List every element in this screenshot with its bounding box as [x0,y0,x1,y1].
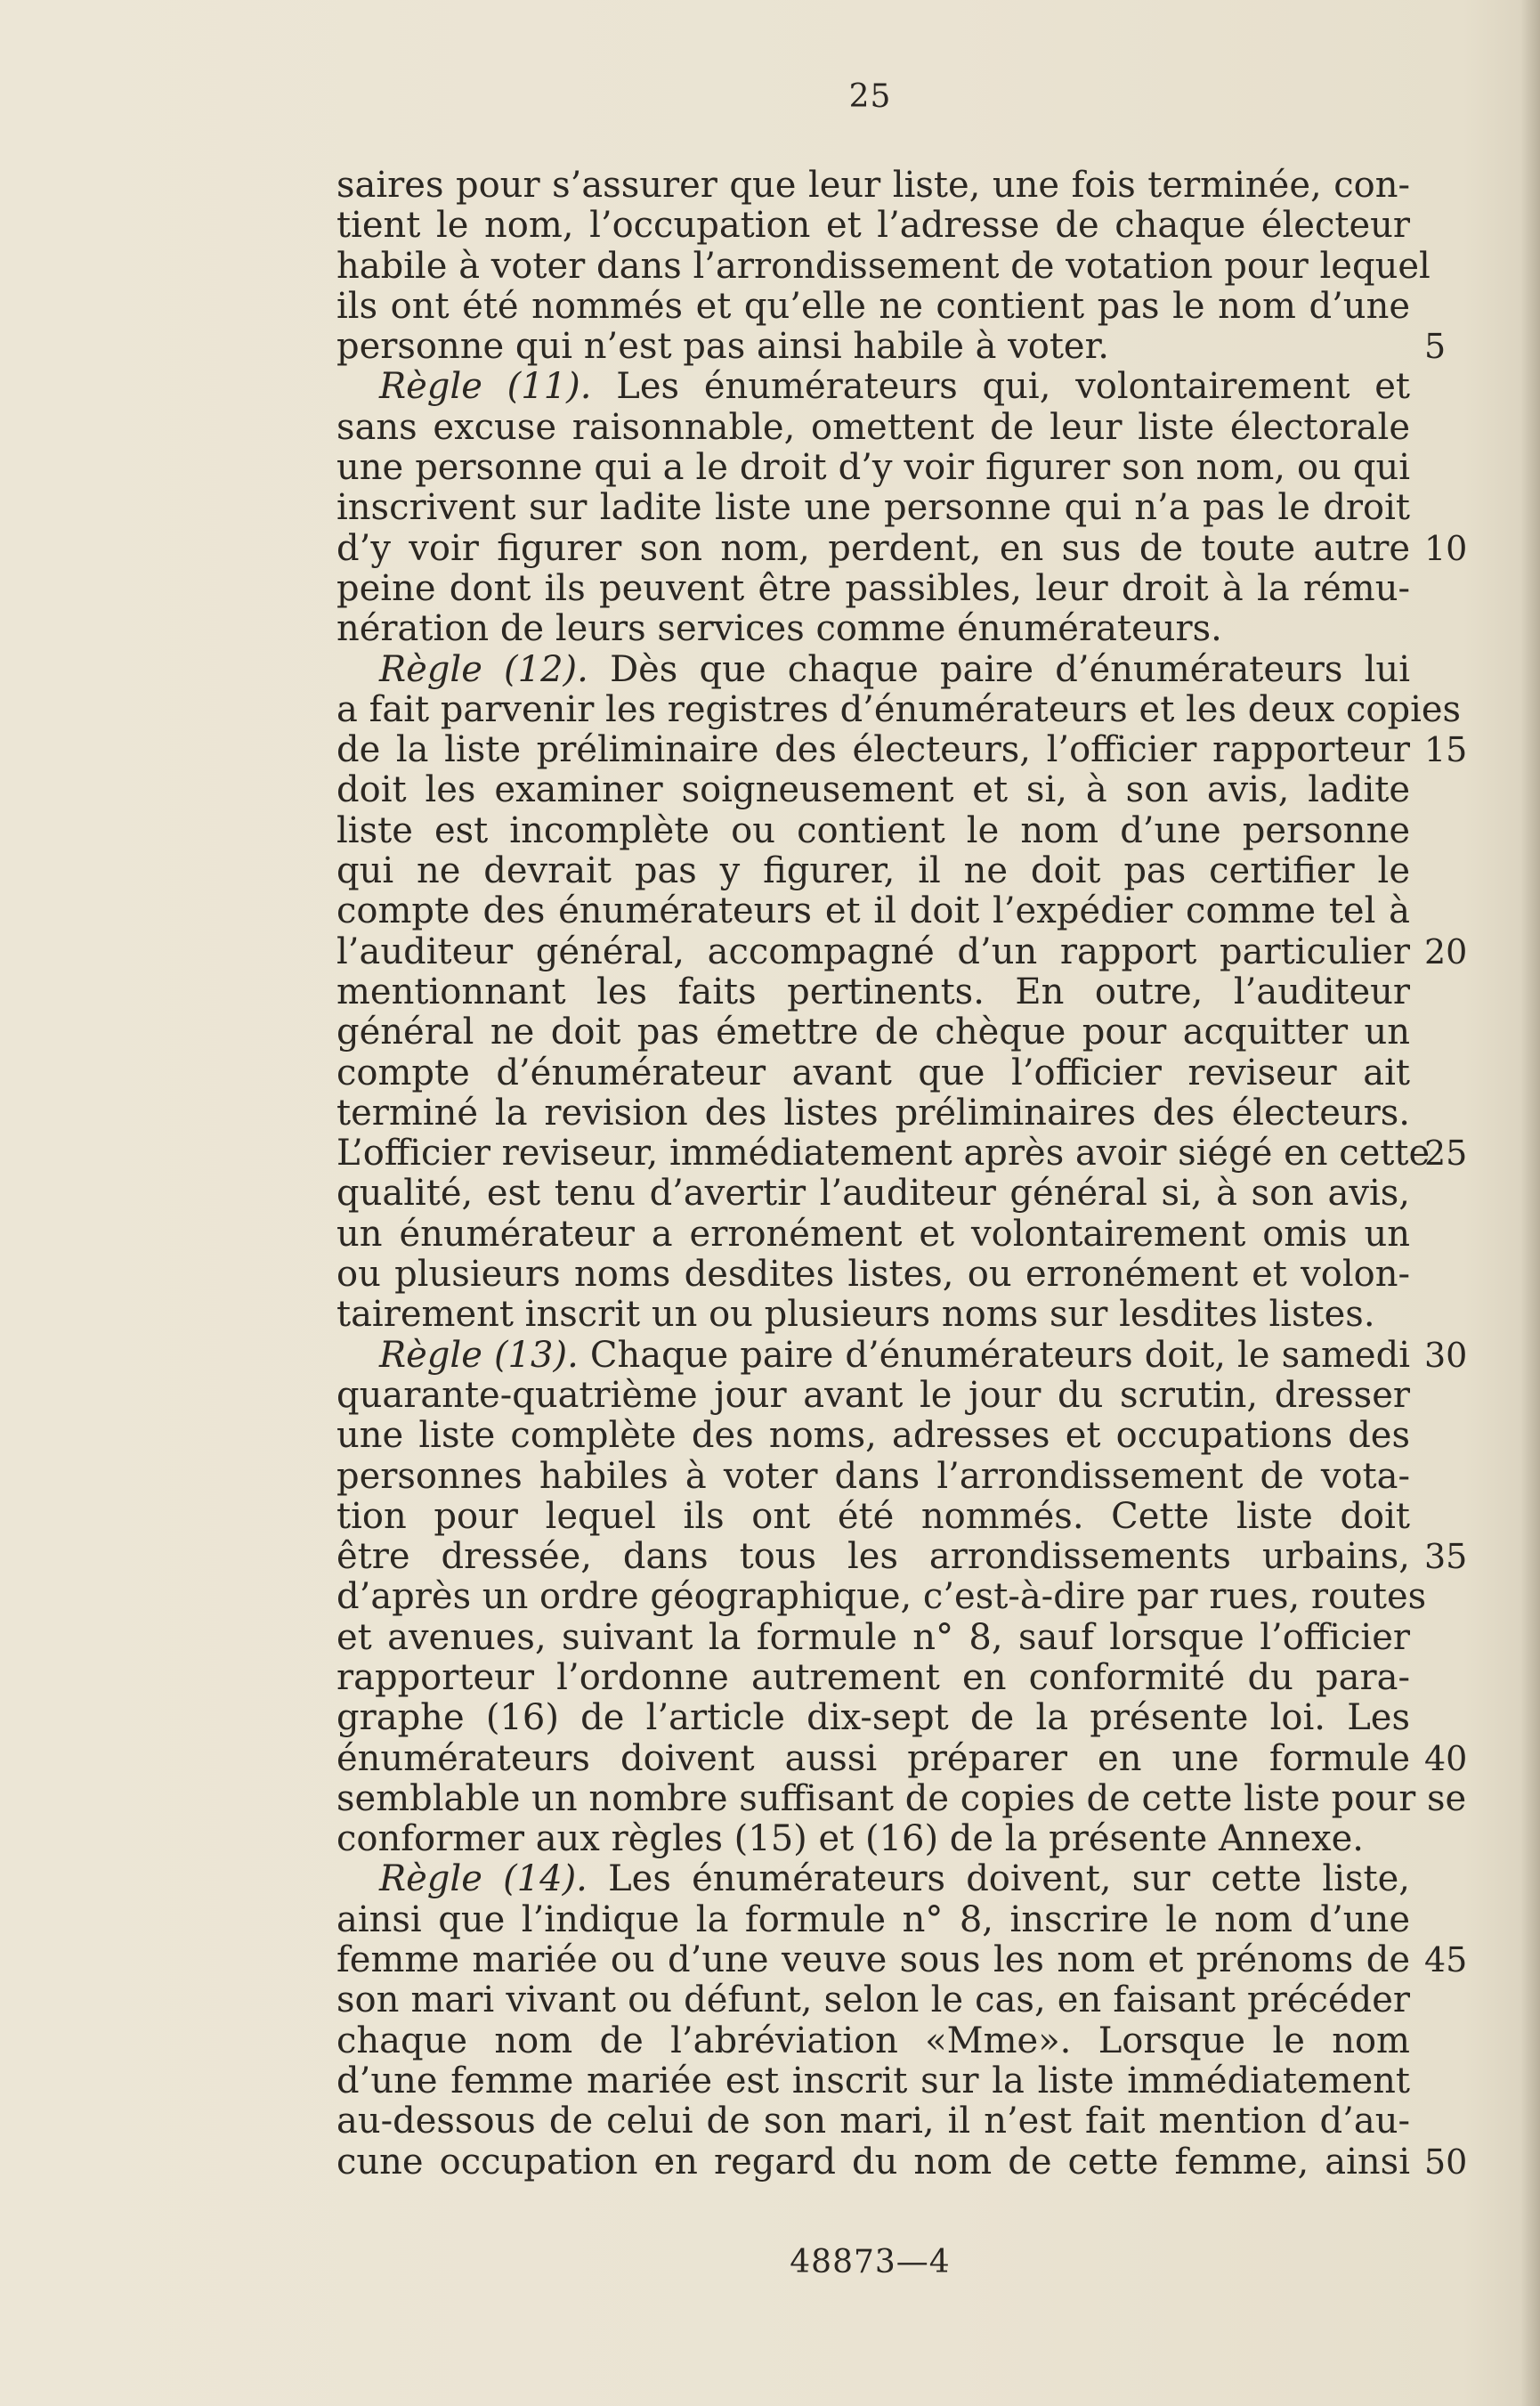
line-text: quarante-quatrième jour avant le jour du scrutin, dresser [336,1374,1410,1416]
line-number: 30 [1424,1335,1468,1375]
line-text: d’une femme mariée est inscrit sur la liste immédiatement [336,2060,1410,2101]
text-line [336,2141,1468,2182]
line-text: Chaque paire d’énumérateurs doit, le samedi [578,1334,1410,1376]
line-text: de la liste préliminaire des électeurs, l’officier rapporteur [336,729,1410,771]
line-text: habile à voter dans l’arrondissement de votation pour lequel [336,245,1431,287]
text-line [336,1174,1410,1214]
body-text [336,165,1468,2182]
text-line [336,2061,1410,2101]
line-text: un énumérateur a erronément et volontairement omis un [336,1213,1410,1255]
text-line [336,326,1447,368]
line-number: 45 [1424,1940,1468,1980]
text-line [336,206,1410,246]
rule-label: Règle (13). [379,1334,579,1376]
text-line [336,1093,1410,1134]
line-text: rapporteur l’ordonne autrement en conformité du para- [336,1656,1410,1698]
line-text: ils ont été nommés et qu’elle ne contient pas le nom d’une [336,285,1410,327]
rule-label: Règle (11). [379,366,592,408]
text-line [336,527,1468,569]
line-text: être dressée, dans tous les arrondissements urbains, [336,1536,1410,1578]
line-text: compte d’énumérateur avant que l’officier reviseur ait [336,1052,1410,1093]
line-text: Les énumérateurs qui, volontairement et [591,366,1411,408]
text-line [336,367,1410,407]
text-line [336,1012,1410,1053]
line-number: 5 [1424,327,1447,367]
line-text: ainsi que l’indique la formule n° 8, inscrire le nom d’une [336,1898,1410,1940]
line-text: d’après un ordre géographique, c’est-à-dire par rues, routes [336,1576,1427,1618]
line-text: qualité, est tenu d’avertir l’auditeur général si, à son avis, [336,1173,1410,1215]
line-text: personnes habiles à voter dans l’arrondissement de vota- [336,1455,1410,1497]
text-line [336,1416,1410,1456]
text-line [336,688,1462,730]
line-number: 40 [1424,1738,1468,1778]
text-line [336,1698,1410,1738]
rule-label: Règle (14). [379,1858,588,1900]
text-line [336,931,1468,972]
text-line [336,1334,1468,1376]
text-line [336,1777,1467,1819]
line-text: tion pour lequel ils ont été nommés. Cette liste doit [336,1495,1410,1537]
line-text: au-dessous de celui de son mari, il n’est fait mention d’au- [336,2101,1410,2142]
line-text: tient le nom, l’occupation et l’adresse de chaque électeur [336,205,1410,247]
line-text: énumérateurs doivent aussi préparer en une formule [336,1737,1410,1779]
text-line [336,972,1410,1012]
line-text: femme mariée ou d’une veuve sous les nom et prénoms de [336,1939,1410,1981]
text-line [336,609,1410,649]
line-number: 20 [1424,931,1468,971]
page-number: 25 [848,78,892,115]
text-line [336,1939,1468,1981]
line-text: inscrivent sur ladite liste une personne qui n’a pas le droit [336,487,1410,529]
line-text: conformer aux règles (15) et (16) de la présente Annexe. [336,1818,1364,1860]
text-line [336,1980,1410,2020]
text-line [336,1900,1410,1940]
text-line [336,1133,1468,1175]
line-text: mentionnant les faits pertinents. En outre, l’auditeur [336,971,1410,1012]
text-line [336,245,1431,287]
text-line [336,166,1410,206]
line-text: saires pour s’assurer que leur liste, une fois terminée, con- [336,165,1410,206]
text-line [336,1737,1468,1779]
text-line [336,2101,1410,2142]
line-text: a fait parvenir les registres d’énumérateurs et les deux copies [336,688,1462,730]
line-number: 35 [1424,1537,1468,1577]
line-text: d’y voir figurer son nom, perdent, en sus de toute autre [336,527,1410,569]
text-line [336,891,1410,931]
line-text: une personne qui a le droit d’y voir figurer son nom, ou qui [336,447,1410,489]
text-line [336,811,1410,851]
text-line [336,1536,1468,1578]
line-text: liste est incomplète ou contient le nom d’une personne [336,809,1410,851]
text-line [336,770,1410,810]
line-text: semblable un nombre suffisant de copies de cette liste pour se [336,1777,1467,1819]
line-text: nération de leurs services comme énumérateurs. [336,608,1222,650]
line-text: L’officier reviseur, immédiatement après avoir siégé en cette [336,1133,1431,1175]
line-text: peine dont ils peuvent être passibles, leur droit à la rému- [336,567,1410,609]
text-line [336,851,1410,891]
line-text: compte des énumérateurs et il doit l’expédier comme tel à [336,890,1410,932]
footer-signature: 48873—4 [790,2244,951,2280]
text-line [336,1295,1410,1335]
line-text: sans excuse raisonnable, omettent de leur liste électorale [336,406,1410,448]
line-number: 15 [1424,730,1468,770]
text-line [336,729,1468,771]
text-line [336,1658,1410,1698]
text-line [336,1618,1410,1658]
line-text: personne qui n’est pas ainsi habile à voter. [336,326,1110,368]
text-line [336,2021,1410,2061]
text-line [336,1053,1410,1093]
rule-label: Règle (12). [379,648,588,690]
text-line [336,408,1410,448]
text-line [336,1859,1410,1899]
text-line [336,448,1410,488]
line-text: terminé la revision des listes préliminaires des électeurs. [336,1092,1410,1134]
line-text: et avenues, suivant la formule n° 8, sauf lorsque l’officier [336,1616,1410,1658]
text-line [336,569,1410,609]
text-line [336,1457,1410,1497]
line-text: Dès que chaque paire d’énumérateurs lui [588,648,1410,690]
line-text: l’auditeur général, accompagné d’un rapport particulier [336,931,1410,972]
text-line [336,1497,1410,1537]
text-line [336,1819,1410,1859]
line-text: chaque nom de l’abréviation «Mme». Lorsque le nom [336,2020,1410,2061]
text-line [336,650,1410,690]
line-text: tairement inscrit un ou plusieurs noms sur lesdites listes. [336,1294,1375,1336]
text-line [336,1576,1427,1618]
text-line [336,1255,1410,1295]
line-text: qui ne devrait pas y figurer, il ne doit pas certifier le [336,850,1410,892]
line-text: son mari vivant ou défunt, selon le cas, en faisant précéder [336,1979,1410,2021]
page-edge-shadow [1520,0,1540,2406]
text-line [336,1215,1410,1255]
line-text: graphe (16) de l’article dix-sept de la présente loi. Les [336,1697,1410,1739]
line-text: Les énumérateurs doivent, sur cette liste, [587,1858,1410,1900]
line-text: général ne doit pas émettre de chèque pour acquitter un [336,1012,1410,1053]
line-number: 25 [1424,1134,1468,1174]
line-number: 10 [1424,528,1468,568]
text-line [336,488,1410,528]
text-line [336,287,1410,327]
text-line [336,1376,1410,1416]
line-text: ou plusieurs noms desdites listes, ou erronément et volon- [336,1254,1410,1296]
line-text: cune occupation en regard du nom de cette femme, ainsi [336,2141,1410,2182]
line-text: une liste complète des noms, adresses et occupations des [336,1415,1410,1457]
line-number: 50 [1424,2142,1468,2182]
line-text: doit les examiner soigneusement et si, à son avis, ladite [336,769,1410,811]
